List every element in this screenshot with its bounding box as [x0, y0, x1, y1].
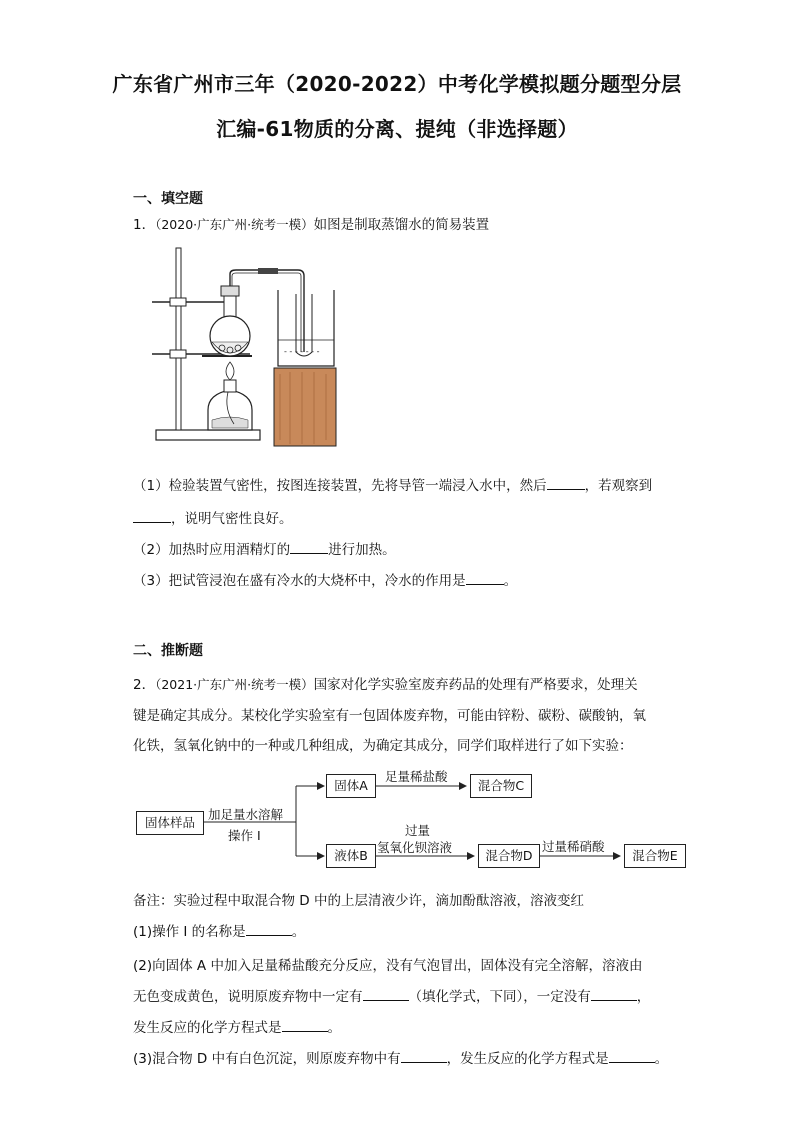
q1-stem-text: 如图是制取蒸馏水的简易装置	[313, 217, 490, 233]
q1-blank-3[interactable]	[290, 539, 328, 554]
q2-note: 备注：实验过程中取混合物 D 中的上层清液少许，滴加酚酞溶液，溶液变红	[133, 893, 584, 909]
q1-part2-text-b: 进行加热。	[328, 542, 396, 558]
q1-part2	[133, 538, 396, 558]
q2-number: 2．	[133, 677, 156, 693]
svg-text:- - - - - - -: - - - - - - -	[284, 347, 320, 356]
q2-source: （2021·广东广州·统考一模）	[155, 677, 314, 692]
q2-sub2-text-c: （填化学式，下同），一定没有	[408, 989, 591, 1005]
q1-part1-text-a: （1）检验装置气密性，按图连接装置，先将导管一端浸入水中，然后	[133, 478, 547, 494]
flow-box-mixture-c: 混合物C	[470, 774, 532, 798]
q1-part3-text-a: （3）把试管浸泡在盛有冷水的大烧杯中，冷水的作用是	[133, 573, 466, 589]
q1-blank-4[interactable]	[466, 570, 504, 585]
q2-blank-3[interactable]	[591, 986, 637, 1001]
q2-blank-2[interactable]	[363, 986, 409, 1001]
q2-blank-4[interactable]	[282, 1017, 328, 1032]
flow-box-liquid-b: 液体B	[326, 844, 376, 868]
q2-stem-line2: 键是确定其成分。某校化学实验室有一包固体废弃物，可能由锌粉、碳粉、碳酸钠，氧	[133, 708, 646, 724]
q2-sub2-text-b: 无色变成黄色，说明原废弃物中一定有	[133, 989, 363, 1005]
stand-base	[156, 430, 260, 440]
flow-label-baoh2: 氢氧化钡溶液	[377, 840, 453, 855]
q2-sub2-text-f: 。	[327, 1020, 341, 1036]
q1-part2-text-a: （2）加热时应用酒精灯的	[133, 542, 291, 558]
q1-part1-line2	[133, 507, 293, 527]
q2-sub2-line3	[133, 1016, 341, 1036]
flow-label-excess: 过量	[405, 823, 431, 838]
q2-sub2-line2	[133, 985, 650, 1005]
q1-part1-text-b: ，若观察到	[584, 478, 653, 494]
q2-stem-text-1: 国家对化学实验室废弃药品的处理有严格要求，处理关	[313, 677, 638, 693]
flow-label-excess-hcl: 足量稀盐酸	[385, 769, 448, 784]
q2-blank-1[interactable]	[246, 921, 292, 936]
flow-box-solid-a: 固体A	[326, 774, 376, 798]
section-heading-fill-in: 一、填空题	[133, 191, 203, 207]
q1-part3-text-b: 。	[503, 573, 518, 589]
flow-label-dissolve: 加足量水溶解	[208, 807, 284, 822]
flow-label-operation-1: 操作 I	[228, 828, 261, 843]
q2-stem-line1	[133, 673, 638, 693]
flow-box-mixture-d: 混合物D	[478, 844, 540, 868]
q1-blank-2[interactable]	[133, 508, 171, 523]
flow-label-excess-hno3: 过量稀硝酸	[542, 839, 605, 854]
q1-source: （2020·广东广州·统考一模）	[155, 217, 314, 232]
q2-sub1	[133, 920, 305, 940]
q1-stem	[133, 213, 489, 233]
q1-part1-line1	[133, 474, 652, 494]
q2-blank-6[interactable]	[609, 1048, 655, 1063]
q1-part3	[133, 569, 517, 589]
flow-box-mixture-e: 混合物E	[624, 844, 686, 868]
title-line-2: 汇编-61物质的分离、提纯（非选择题）	[216, 117, 578, 141]
wooden-block	[274, 368, 336, 446]
q2-sub2-text-d: ，	[636, 989, 651, 1005]
q2-sub2-line1: (2)向固体 A 中加入足量稀盐酸充分反应，没有气泡冒出，固体没有完全溶解，溶液由	[133, 958, 643, 974]
q2-sub3-text-b: ，发生反应的化学方程式是	[446, 1051, 609, 1067]
flow-box-solid-sample: 固体样品	[136, 811, 204, 835]
q2-sub2-text-e: 发生反应的化学方程式是	[133, 1020, 282, 1036]
q2-stem-line3: 化铁，氢氧化钠中的一种或几种组成，为确定其成分，同学们取样进行了如下实验：	[133, 738, 633, 754]
q1-blank-1[interactable]	[547, 475, 585, 490]
q2-sub1-text-b: 。	[291, 924, 306, 940]
title-line-1: 广东省广州市三年（2020-2022）中考化学模拟题分题型分层	[112, 72, 682, 96]
q1-part1-text-c: ，说明气密性良好。	[171, 511, 293, 527]
stand-rod	[176, 248, 181, 430]
section-heading-inference: 二、推断题	[133, 643, 203, 659]
q2-sub3	[133, 1047, 668, 1067]
q1-number: 1．	[133, 217, 156, 233]
q2-sub3-text-a: (3)混合物 D 中有白色沉淀，则原废弃物中有	[133, 1051, 401, 1067]
q2-sub1-text-a: (1)操作 I 的名称是	[133, 924, 246, 940]
q2-sub3-text-c: 。	[654, 1051, 669, 1067]
distillation-apparatus-figure	[150, 244, 380, 450]
q2-blank-5[interactable]	[401, 1048, 447, 1063]
